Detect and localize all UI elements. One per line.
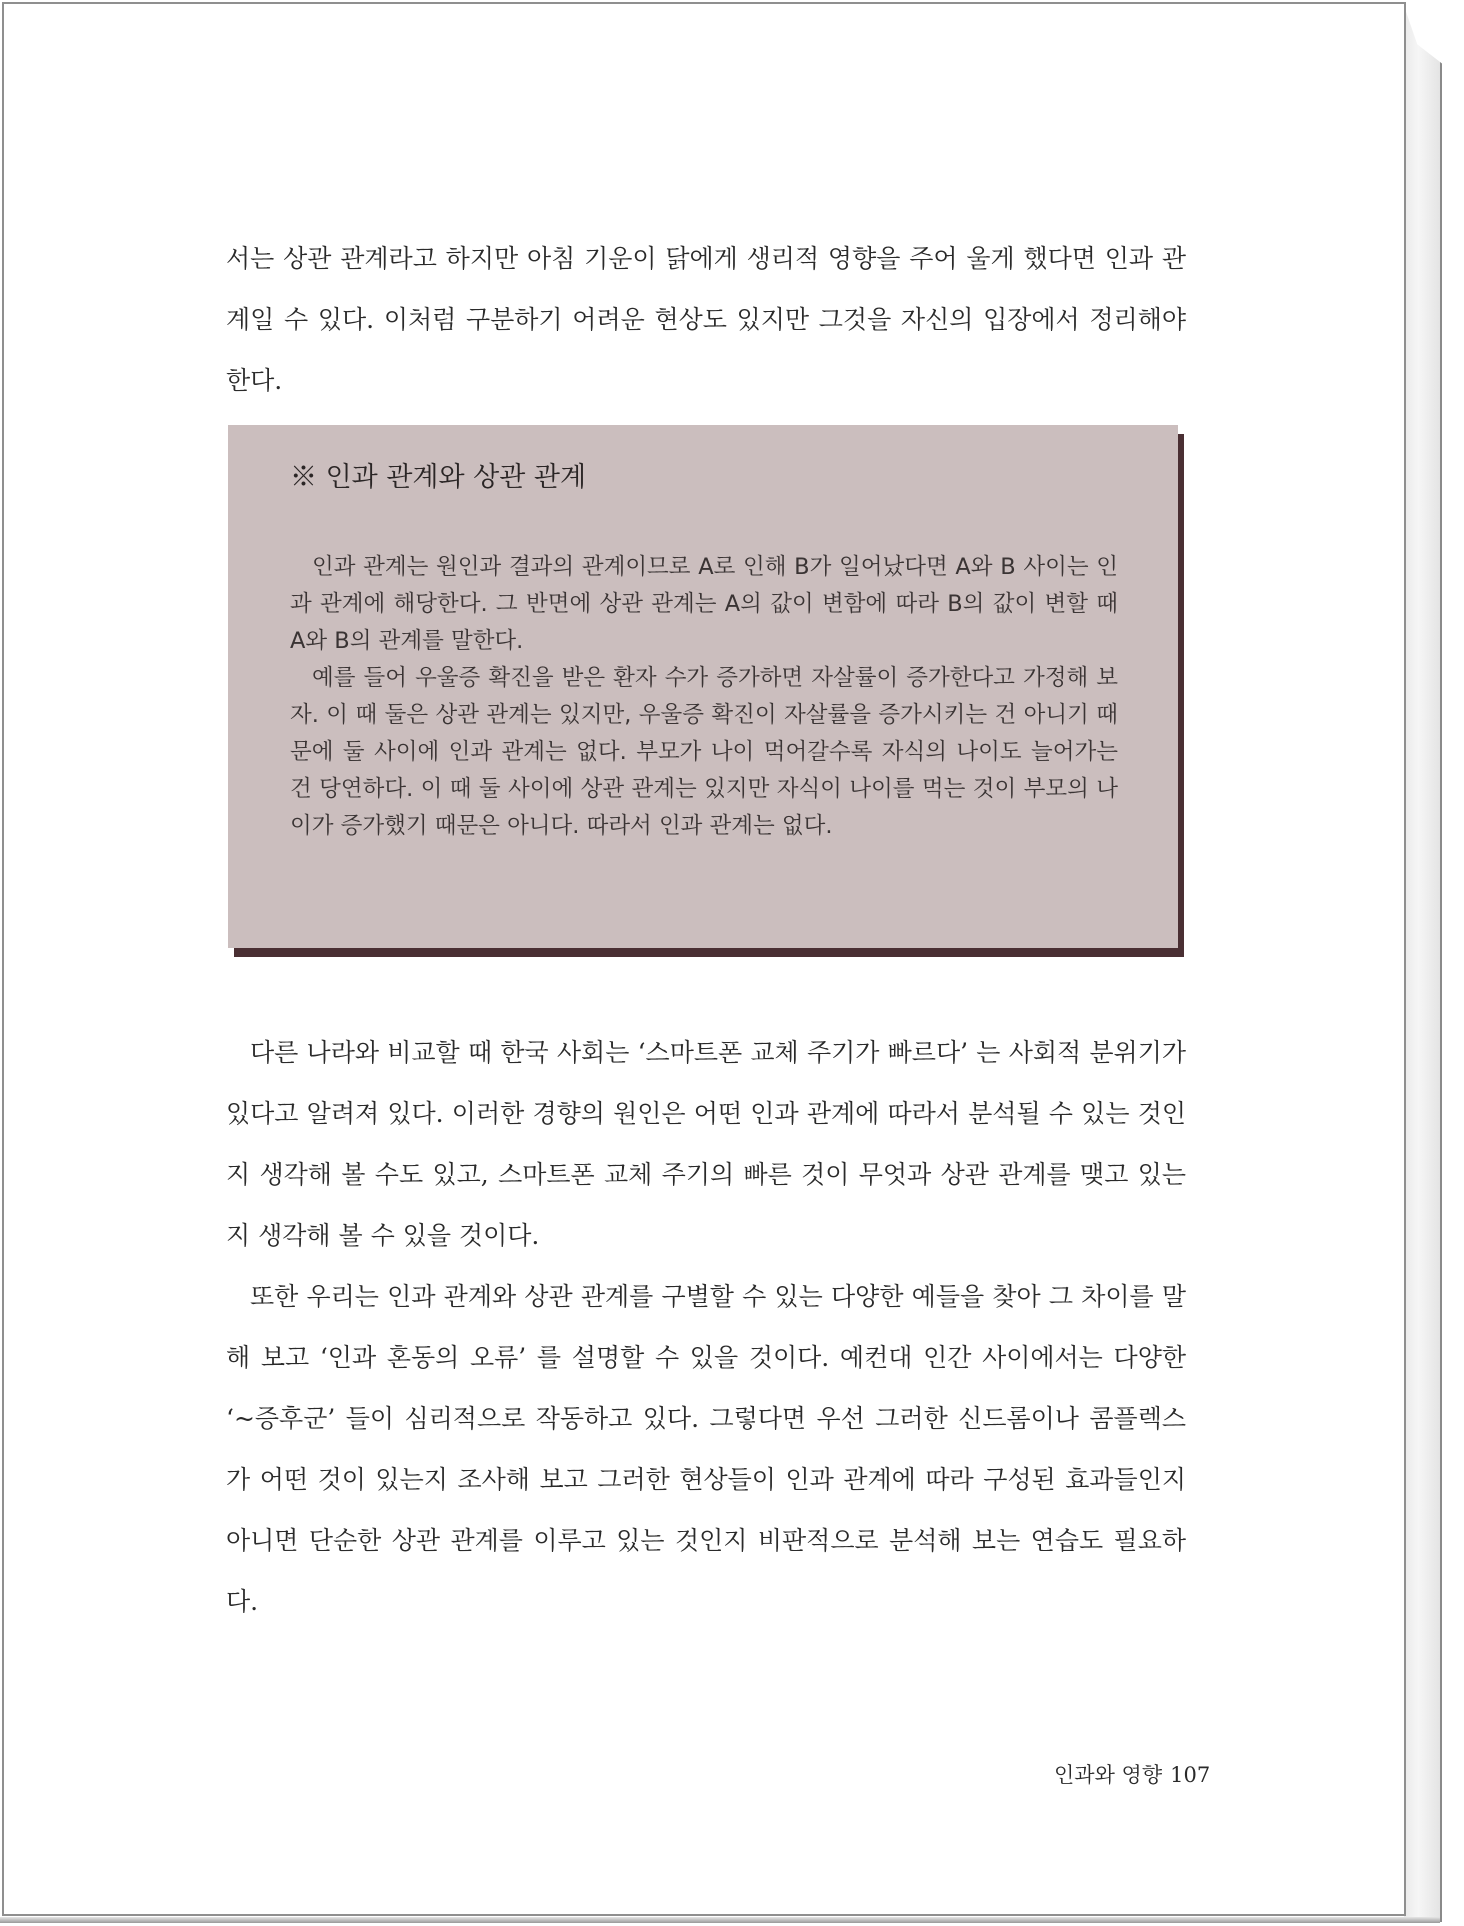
page <box>2 2 1406 1916</box>
bottom-paragraphs-block <box>226 1022 1186 1632</box>
running-footer-section: 인과와 영향 <box>1054 1763 1163 1787</box>
callout-body <box>290 549 1118 845</box>
page-stack-edge <box>1404 6 1442 1922</box>
callout-paragraph: 예를 들어 우울증 확진을 받은 환자 수가 증가하면 자살률이 증가한다고 가정해 보자. 이 때 둘은 상관 관계는 있지만, 우울증 확진이 자살률을 증가시키는 건 아니기 때문에 둘 사이에 인과 관계는 없다. 부모가 나이 먹어갈수록 자식의 나이도 늘어가는 건 당연하다. 이 때 둘 사이에 상관 관계는 있지만 자식이 나이를 먹는 것이 부모의 나이가 증가했기 때문은 아니다. 따라서 인과 관계는 없다. <box>290 665 1118 839</box>
page-footer <box>1054 1759 1210 1789</box>
callout-box <box>228 425 1178 948</box>
top-paragraph: 서는 상관 관계라고 하지만 아침 기운이 닭에게 생리적 영향을 주어 울게 했다면 인과 관계일 수 있다. 이처럼 구분하기 어려운 현상도 있지만 그것을 자신의 입장에서 정리해야 한다. <box>226 244 1186 395</box>
body-paragraph: 다른 나라와 비교할 때 한국 사회는 ‘스마트폰 교체 주기가 빠르다’ 는 사회적 분위기가 있다고 알려져 있다. 이러한 경향의 원인은 어떤 인과 관계에 따라서 분석될 수 있는 것인지 생각해 볼 수도 있고, 스마트폰 교체 주기의 빠른 것이 무엇과 상관 관계를 맺고 있는지 생각해 볼 수 있을 것이다. <box>226 1038 1186 1250</box>
body-paragraph: 또한 우리는 인과 관계와 상관 관계를 구별할 수 있는 다양한 예들을 찾아 그 차이를 말해 보고 ‘인과 혼동의 오류’ 를 설명할 수 있을 것이다. 예컨대 인간 사이에서는 다양한 ‘~증후군’ 들이 심리적으로 작동하고 있다. 그렇다면 우선 그러한 신드롬이나 콤플렉스가 어떤 것이 있는지 조사해 보고 그러한 현상들이 인과 관계에 따라 구성된 효과들인지 아니면 단순한 상관 관계를 이루고 있는 것인지 비판적으로 분석해 보는 연습도 필요하다. <box>226 1282 1186 1616</box>
page-number: 107 <box>1170 1763 1211 1787</box>
callout-title: ※ 인과 관계와 상관 관계 <box>290 462 587 493</box>
callout-paragraph: 인과 관계는 원인과 결과의 관계이므로 A로 인해 B가 일어났다면 A와 B 사이는 인과 관계에 해당한다. 그 반면에 상관 관계는 A의 값이 변함에 따라 B의 값이 변할 때 A와 B의 관계를 말한다. <box>290 554 1118 654</box>
top-paragraph-block <box>226 228 1186 411</box>
page-stack-bottom-edge <box>0 1917 1440 1923</box>
